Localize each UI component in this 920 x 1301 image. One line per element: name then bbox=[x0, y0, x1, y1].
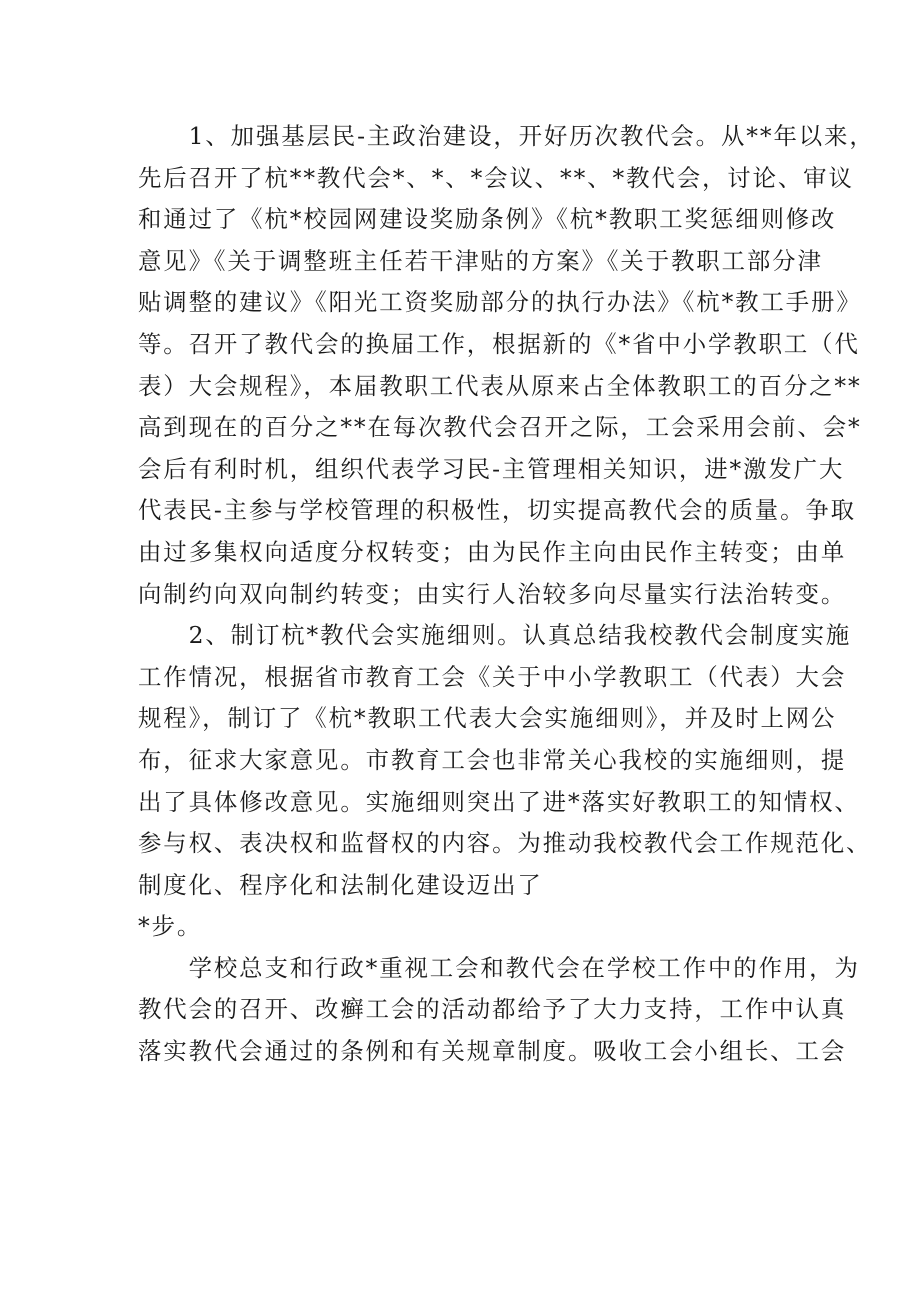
text-line: 布，征求大家意见。市教育工会也非常关心我校的实施细则，提 bbox=[138, 745, 847, 774]
text-line: 1、加强基层民-主政治建设，开好历次教代会。从**年以来， bbox=[138, 122, 875, 150]
text-line: 落实教代会通过的条例和有关规章制度。吸收工会小组长、工会 bbox=[138, 1037, 847, 1066]
text-line: 和通过了《杭*校园网建设奖励条例》《杭*教职工奖惩细则修改 bbox=[138, 205, 837, 234]
text-line: 先后召开了杭**教代会*、*、*会议、**、*教代会，讨论、审议 bbox=[138, 163, 854, 192]
text-line: 教代会的召开、改癣工会的活动都给予了大力支持，工作中认真 bbox=[138, 995, 847, 1024]
document-body bbox=[138, 116, 875, 1073]
text-line: 向制约向双向制约转变；由实行人治较多向尽量实行法治转变。 bbox=[138, 579, 847, 608]
text-line: 出了具体修改意见。实施细则突出了进*落实好教职工的知情权、 bbox=[138, 787, 860, 816]
text-line: 代表民-主参与学校管理的积极性，切实提高教代会的质量。争取 bbox=[138, 496, 856, 525]
text-line: 由过多集权向适度分权转变；由为民作主向由民作主转变；由单 bbox=[138, 537, 847, 566]
text-line: 规程》，制订了《杭*教职工代表大会实施细则》，并及时上网公 bbox=[138, 704, 837, 733]
text-line: 制度化、程序化和法制化建设迈出了 bbox=[138, 870, 543, 899]
text-line: 高到现在的百分之**在每次教代会召开之际，工会采用会前、会* bbox=[138, 413, 862, 442]
text-line: 意见》《关于调整班主任若干津贴的方案》《关于教职工部分津 bbox=[138, 246, 823, 275]
text-line: 贴调整的建议》《阳光工资奖励部分的执行办法》《杭*教工手册》 bbox=[138, 288, 862, 317]
text-line: 学校总支和行政*重视工会和教代会在学校工作中的作用，为 bbox=[138, 953, 860, 982]
text-line: 工作情况，根据省市教育工会《关于中小学教职工（代表）大会 bbox=[138, 662, 847, 691]
text-line: 会后有利时机，组织代表学习民-主管理相关知识，进*激发广大 bbox=[138, 454, 845, 483]
text-line: 表）大会规程》，本届教职工代表从原来占全体教职工的百分之** bbox=[138, 371, 862, 400]
text-line: 参与权、表决权和监督权的内容。为推动我校教代会工作规范化、 bbox=[138, 829, 872, 858]
text-line: 2、制订杭*教代会实施细则。认真总结我校教代会制度实施 bbox=[138, 621, 852, 650]
text-line: *步。 bbox=[138, 912, 203, 941]
text-line: 等。召开了教代会的换届工作，根据新的《*省中小学教职工（代 bbox=[138, 329, 860, 358]
